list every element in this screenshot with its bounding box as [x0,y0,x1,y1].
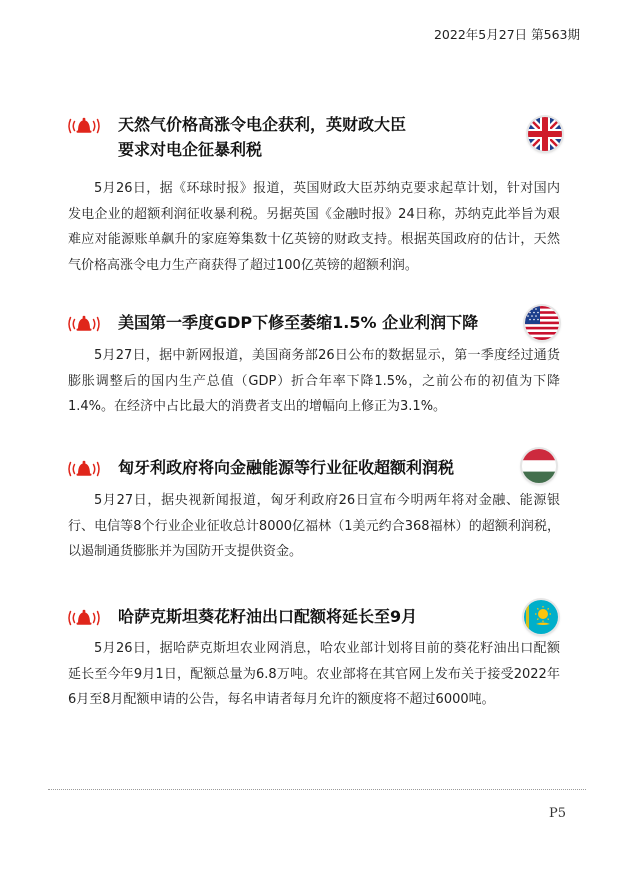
footer-divider [48,789,586,790]
article-body: 5月27日，据央视新闻报道，匈牙利政府26日宣布今明两年将对金融、能源银行、电信等8个行业企业征收总计8000亿福林（1美元约合368福林）的超额利润税，以遏制通货膨胀并为国防开支提供资金。 [68,493,560,559]
title-line-1: 天然气价格高涨令电企获利，英财政大臣 [118,115,407,134]
us-flag-icon [525,306,559,340]
article-title: 匈牙利政府将向金融能源等行业征收超额利润税 [118,458,455,477]
alarm-bell-icon [66,607,102,627]
uk-flag-icon [528,117,562,151]
alarm-bell-icon [66,313,102,333]
article-title [118,112,458,162]
article-title: 美国第一季度GDP下修至萎缩1.5% 企业利润下降 [118,313,479,332]
page-number: P5 [548,806,566,821]
article-body: 5月27日，据中新网报道，美国商务部26日公布的数据显示，第一季度经过通货膨胀调整后的国内生产总值（GDP）折合年率下降1.5%，之前公布的初值为下降1.4%。在经济中占比最大的消费者支出的增幅向上修正为3.1%。 [68,348,560,414]
article-header [66,112,566,159]
alarm-bell-icon [66,458,102,478]
article-title: 哈萨克斯坦葵花籽油出口配额将延长至9月 [118,607,418,626]
article-body: 5月26日，据《环球时报》报道，英国财政大臣苏纳克要求起草计划，针对国内发电企业的超额利润征收暴利税。另据英国《金融时报》24日称，苏纳克此举旨为艰难应对能源账单飙升的家庭筹集数十亿英镑的财政支持。根据英国政府的估计，天然气价格高涨令电力生产商获得了超过100亿英镑的超额利润。 [68,181,560,273]
hungary-flag-icon [522,449,556,483]
issue-date: 2022年5月27日 第563期 [433,27,580,42]
article-body: 5月26日，据哈萨克斯坦农业网消息，哈农业部计划将目前的葵花籽油出口配额延长至今年9月1日，配额总量为6.8万吨。农业部将在其官网上发布关于接受2022年6月至8月配额申请的公告，每名申请者每月允许的额度将不超过6000吨。 [68,641,560,707]
kazakhstan-flag-icon [524,600,558,634]
title-line-2: 要求对电企征暴利税 [118,140,263,159]
alarm-bell-icon [66,115,102,135]
